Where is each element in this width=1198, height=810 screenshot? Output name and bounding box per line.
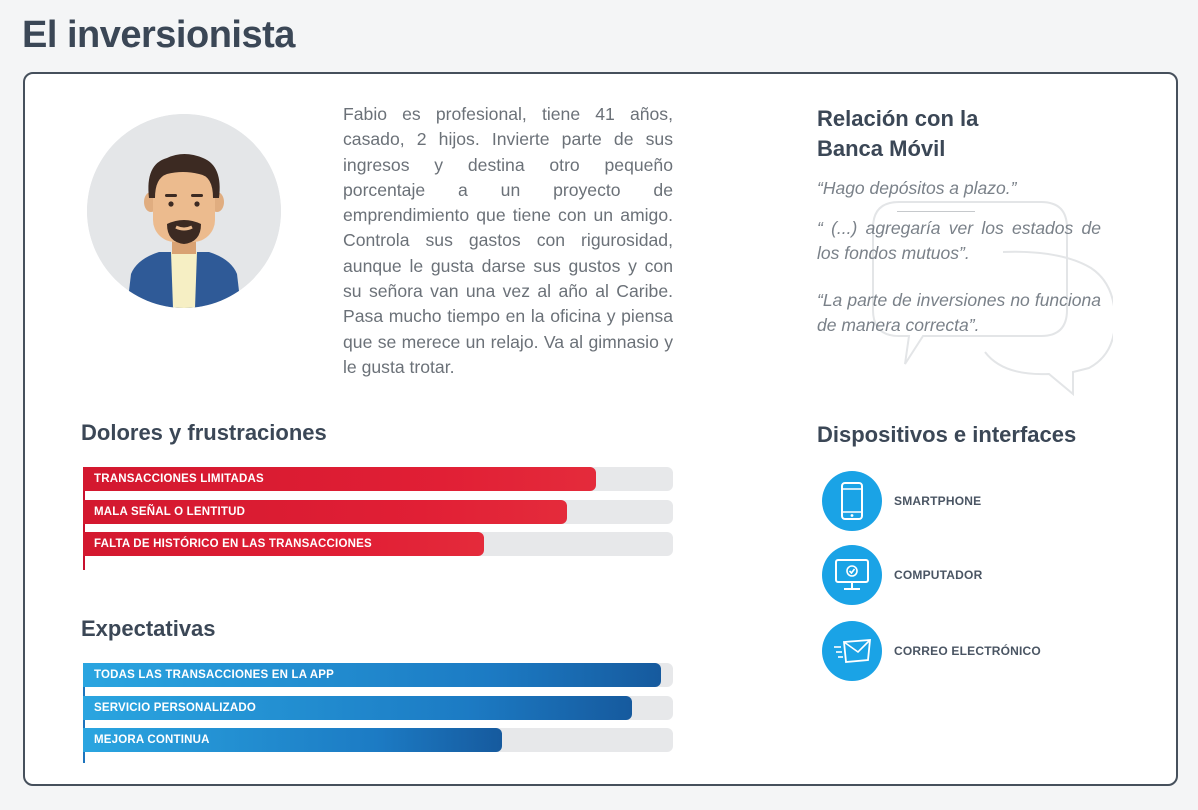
pain-bar-label: TRANSACCIONES LIMITADAS: [94, 473, 264, 485]
expectations-heading: Expectativas: [81, 616, 216, 641]
pains-heading: Dolores y frustraciones: [81, 420, 327, 445]
page-title: El inversionista: [22, 14, 295, 56]
pain-bar-label: FALTA DE HISTÓRICO EN LAS TRANSACCIONES: [94, 538, 372, 550]
persona-card: [23, 72, 1178, 786]
device-smartphone: [822, 471, 981, 531]
relation-heading: [817, 104, 978, 164]
pain-bar: [83, 500, 673, 524]
smartphone-icon: [822, 471, 882, 531]
expectation-bar-label: SERVICIO PERSONALIZADO: [94, 701, 257, 714]
persona-bio: Fabio es profesional, tiene 41 años, casado, 2 hijos. Invierte parte de sus ingresos y destina otro pequeño porcentaje a un proyecto de emprendimiento que tiene con un amigo. Controla sus gastos con rigurosidad, aunque le gusta darse sus gustos y con su señora van una vez al año al Caribe. Pasa mucho tiempo en la oficina y piensa que se merece un relajo. Va al gimnasio y le gusta trotar.: [343, 104, 673, 377]
expectations-bars: [83, 663, 673, 761]
device-label: SMARTPHONE: [894, 494, 982, 508]
device-email: [822, 621, 1041, 681]
expectation-bar: [83, 663, 673, 687]
devices-heading: Dispositivos e interfaces: [817, 422, 1077, 447]
computer-icon: [822, 545, 882, 605]
device-computer: [822, 545, 982, 605]
man-portrait-icon: [87, 114, 281, 308]
quote-3: “La parte de inversiones no funciona de manera correcta”.: [817, 290, 1101, 335]
expectation-bar-label: MEJORA CONTINUA: [94, 734, 210, 746]
expectation-bar: [83, 696, 673, 720]
quote-1: “Hago depósitos a plazo.”: [817, 178, 1017, 198]
pain-bar-label: MALA SEÑAL O LENTITUD: [94, 505, 246, 518]
quote-divider: [897, 211, 975, 212]
device-label: COMPUTADOR: [894, 568, 983, 582]
device-label: CORREO ELECTRÓNICO: [894, 644, 1041, 658]
quote-2: “ (...) agregaría ver los estados de los fondos mutuos”.: [817, 218, 1101, 263]
relation-heading-line2: Banca Móvil: [817, 136, 946, 161]
avatar: [87, 114, 281, 308]
pain-bar: [83, 467, 673, 491]
pains-bars: [83, 467, 673, 565]
expectation-bar: [83, 728, 673, 752]
pain-bar: [83, 532, 673, 556]
relation-heading-line1: Relación con la: [817, 106, 979, 131]
expectation-bar-label: TODAS LAS TRANSACCIONES EN LA APP: [94, 669, 335, 681]
email-icon: [822, 621, 882, 681]
